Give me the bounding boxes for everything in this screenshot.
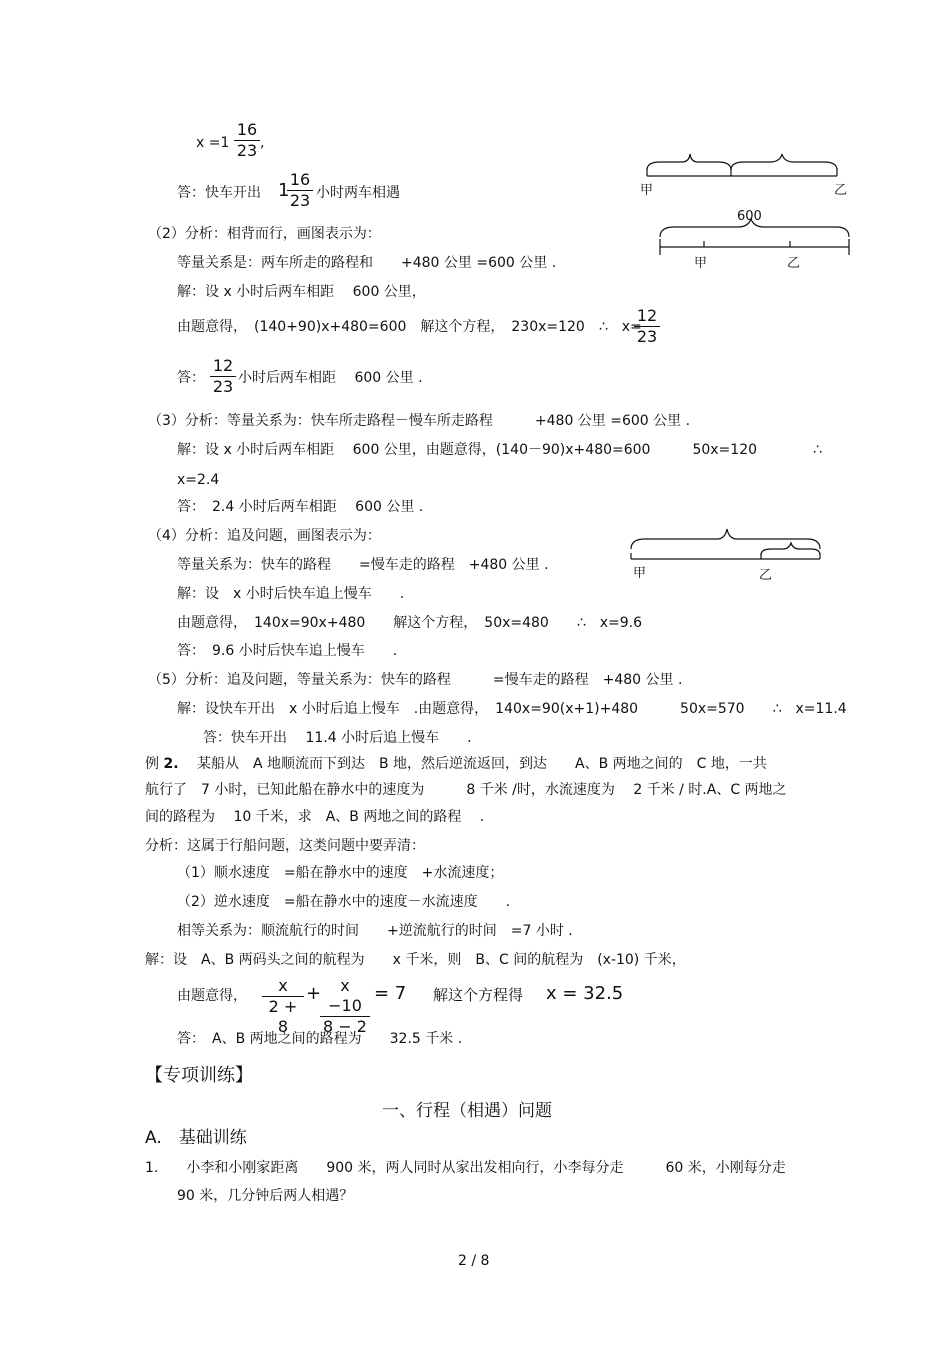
relation-line: 等量关系为：快车的路程 =慢车走的路程 +480 公里 . [177,557,549,573]
denominator: 23 [289,191,311,210]
label-jia: 甲 [694,256,708,271]
equation-prefix: 由题意得， [177,988,247,1004]
analysis-item: （1）顺水速度 =船在静水中的速度 +水流速度； [177,865,504,881]
relation-line: 相等关系为：顺流航行的时间 +逆流航行的时间 =7 小时 . [177,923,573,939]
numerator: 16 [236,120,258,139]
answer-line: 答：快车开出 11.4 小时后追上慢车 . [203,730,472,746]
numerator: 12 [634,306,660,327]
brace-right [731,154,837,170]
plus-sign: + [306,983,322,1004]
diagram-opposite [650,205,860,275]
fraction [262,976,304,1037]
diagram-meeting [630,150,850,200]
numerator: x −10 [320,976,370,1017]
analysis-item: （2）逆水速度 =船在静水中的速度－水流速度 . [177,894,511,910]
solve-text: 解这个方程得 [433,986,524,1004]
denominator: 8 − 2 [323,1017,367,1036]
example-line: 航行了 7 小时，已知此船在静水中的速度为 8 千米 /时，水流速度为 2 千米 / 时.A、C 两地之 [145,782,787,798]
solution-line: 解：设 x 小时后快车追上慢车 . [177,586,405,602]
analysis-line: （4）分析：追及问题，画图表示为： [148,528,381,544]
answer-suffix: 小时后两车相距 600 公里 . [238,370,423,386]
numerator: 16 [287,170,313,191]
fraction [287,170,313,211]
analysis-line: （3）分析：等量关系为：快车所走路程－慢车所走路程 +480 公里 =600 公里 . [148,413,691,429]
denominator: 23 [636,327,658,346]
exercise-line: 90 米，几分钟后两人相遇？ [177,1188,354,1204]
analysis-line: （2）分析：相背而行，画图表示为： [148,226,381,242]
answer-line: 答： 9.6 小时后快车追上慢车 . [177,643,398,659]
label-yi: 乙 [834,183,848,198]
solution-line: 由题意得， (140+90)x+480=600 解这个方程， 230x=120 ∴ x= [177,319,642,335]
brace-left [647,154,731,170]
fraction [320,976,370,1037]
eq-prefix: x =1 [196,135,230,151]
example-line [145,755,767,773]
brace-small [761,543,820,555]
subsection-heading: 一、行程（相遇）问题 [382,1101,552,1121]
section-heading: 【专项训练】 [145,1065,253,1086]
example-label: 例 [145,756,159,772]
mixed-whole: 1 [278,180,290,201]
brace-total [631,529,820,549]
label-yi: 乙 [759,568,773,583]
exercise-line: 1. 小李和小刚家距离 900 米，两人同时从家出发相向行，小李每分走 60 米，小刚每分走 [145,1160,786,1176]
numerator: 12 [210,356,236,377]
denominator: 23 [212,377,234,396]
solution-line: 解：设快车开出 x 小时后追上慢车 .由题意得， 140x=90(x+1)+480 50x=570 ∴ x=11.4 [177,701,847,717]
denominator: 23 [234,140,260,161]
answer-line: 答： 2.4 小时后两车相距 600 公里 . [177,499,424,515]
equation-line [196,134,229,152]
example-line: 间的路程为 10 千米，求 A、B 两地之间的路程 . [145,809,485,825]
diagram-chase [625,525,830,585]
equals-seven: = 7 [374,983,407,1004]
solution-line: 解：设 A、B 两码头之间的航程为 x 千米，则 B、C 间的航程为 (x-10) 千米， [145,952,686,968]
result: x = 32.5 [546,983,624,1004]
analysis-line: 分析：这属于行船问题，这类问题中要弄清： [145,838,425,854]
label-jia: 甲 [633,566,647,581]
fraction [210,356,236,397]
level-heading: A. 基础训练 [145,1128,247,1148]
answer-prefix: 答： [177,370,205,386]
page-number: 2 / 8 [458,1253,490,1269]
answer-line: 答：快车开出 [177,185,261,201]
solution-line: 解：设 x 小时后两车相距 600 公里，由题意得，(140－90)x+480=600 50x=120 ∴ [177,442,822,458]
solution-line: 由题意得， 140x=90x+480 解这个方程， 50x=480 ∴ x=9.6 [177,615,643,631]
result-line: x=2.4 [177,472,220,488]
label-600: 600 [737,209,762,224]
answer-line: 答： A、B 两地之间的路程为 32.5 千米 . [177,1031,463,1047]
fraction [634,306,660,347]
relation-line: 等量关系是：两车所走的路程和 +480 公里 =600 公里 . [177,255,557,271]
solution-line: 解：设 x 小时后两车相距 600 公里， [177,284,426,300]
example-text: 某船从 A 地顺流而下到达 B 地，然后逆流返回，到达 A、B 两地之间的 C 地，一共 [182,756,767,772]
comma: , [260,135,265,151]
label-jia: 甲 [640,183,654,198]
denominator: 2 + 8 [268,997,298,1036]
answer-suffix: 小时两车相遇 [316,185,400,201]
analysis-line: （5）分析：追及问题，等量关系为：快车的路程 =慢车走的路程 +480 公里 . [148,672,683,688]
label-yi: 乙 [787,256,801,271]
example-number: 2. [163,756,179,772]
numerator: x [262,976,304,997]
fraction [234,120,260,161]
